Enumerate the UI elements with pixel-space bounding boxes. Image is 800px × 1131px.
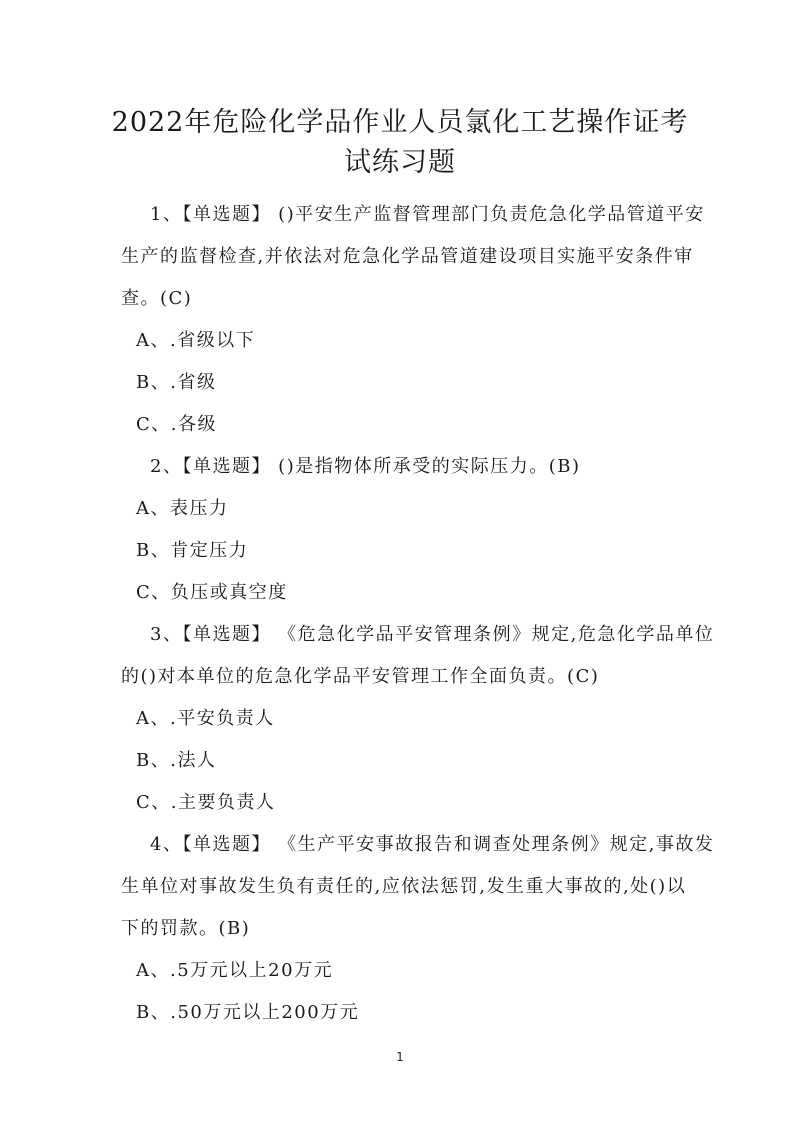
page-title: 2022年危险化学品作业人员氯化工艺操作证考 xyxy=(111,107,689,138)
question-3-option-b: B、.法人 xyxy=(136,750,217,771)
question-4-option-a: A、.5万元以上20万元 xyxy=(136,960,334,981)
page-title-continued: 试练习题 xyxy=(344,147,456,178)
question-4-text-line2: 生单位对事故发生负有责任的,应依法惩罚,发生重大事故的,处()以 xyxy=(121,876,687,897)
question-4-text: 4、【单选题】 《生产平安事故报告和调查处理条例》规定,事故发 xyxy=(150,834,715,855)
question-1-text-line2: 生产的监督检查,并依法对危急化学品管道建设项目实施平安条件审 xyxy=(121,246,694,267)
question-1-option-a: A、.省级以下 xyxy=(136,330,256,351)
question-2-option-a: A、表压力 xyxy=(136,498,229,519)
question-1-option-c: C、.各级 xyxy=(136,414,217,435)
page-number: 1 xyxy=(396,1050,404,1064)
question-3-text: 3、【单选题】 《危急化学品平安管理条例》规定,危急化学品单位 xyxy=(150,624,715,645)
question-1-option-b: B、.省级 xyxy=(136,372,217,393)
question-1-text-line3: 查。(C) xyxy=(121,288,193,309)
question-2-option-b: B、肯定压力 xyxy=(136,540,249,561)
question-3-option-a: A、.平安负责人 xyxy=(136,708,275,729)
question-3-text-line2: 的()对本单位的危急化学品平安管理工作全面负责。(C) xyxy=(121,666,600,687)
question-1-text: 1、【单选题】 ()平安生产监督管理部门负责危急化学品管道平安 xyxy=(150,204,705,225)
question-2-option-c: C、负压或真空度 xyxy=(136,582,288,603)
question-4-text-line3: 下的罚款。(B) xyxy=(121,918,251,939)
question-4-option-b: B、.50万元以上200万元 xyxy=(136,1002,360,1023)
question-2-text: 2、【单选题】 ()是指物体所承受的实际压力。(B) xyxy=(150,456,581,477)
question-3-option-c: C、.主要负责人 xyxy=(136,792,276,813)
